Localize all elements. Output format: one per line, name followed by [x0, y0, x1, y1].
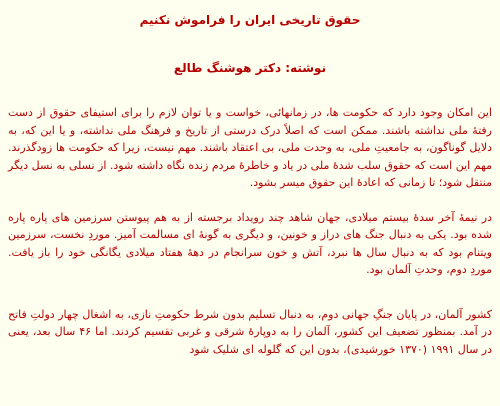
article-paragraph-2: در نیمهٔ آخر سدهٔ بیستم میلادی، جهان شاهد چند رویداد برجسته از به هم پیوستن سرزمین های پاره پاره شده بود. یکی به دنبال جنگ های دراز و خونین، و دیگری به گونهٔ ای مسالمت آمیز. موردِ نخست، سرزمین ویتنام بود که به دنبال سال ها نبرد، آتش و خون سرانجام در دههٔ هفتاد میلادی یگانگی خود را باز یافت. موردِ دوم، وحدتِ آلمان بود.	[8, 210, 492, 276]
article-title: حقوق تاریخی ایران را فراموش نکنیم	[139, 13, 361, 27]
article-byline: نوشته: دکتر هوشنگ طالع	[173, 61, 327, 75]
article-paragraph-1: این امکان وجود دارد که حکومت ها، در زمانهائی، خواست و یا توان لازم را برای استیفای حقوق از دست رفتهٔ ملی نداشته باشند. ممکن است که اصلاً درک درستی از تاریخ و فرهنگ ملی نداشته، و یا این که، به دلایل گوناگون، به جامعیتِ ملی، به وحدت ملی، بی اعتقاد باشند. مهم نیست، زیرا که حکومت ها زودگذرند. مهم این است که حقوق سلب شدهٔ ملی در یاد و خاطرهٔ مردم زنده نگاه داشته شود. از نسلی به نسل دیگر منتقل شود؛ تا زمانی که اعادهٔ این حقوق میسر بشود.	[8, 106, 492, 189]
article-paragraph-3: کشور آلمان، در پایان جنگِ جهانی دوم، به دنبال تسلیم بدون شرط حکومتِ نازی، به اشغال چهار دولتِ فاتح در آمد. بمنظور تضعیف این کشور، آلمان را به دوپارهٔ شرقی و غربی تقسیم کردند. اما ۴۶ سال بعد، یعنی در سال ۱۹۹۱ (۱۳۷۰ خورشیدی)، بدون این که گلوله ای شلیک شود	[8, 307, 492, 356]
